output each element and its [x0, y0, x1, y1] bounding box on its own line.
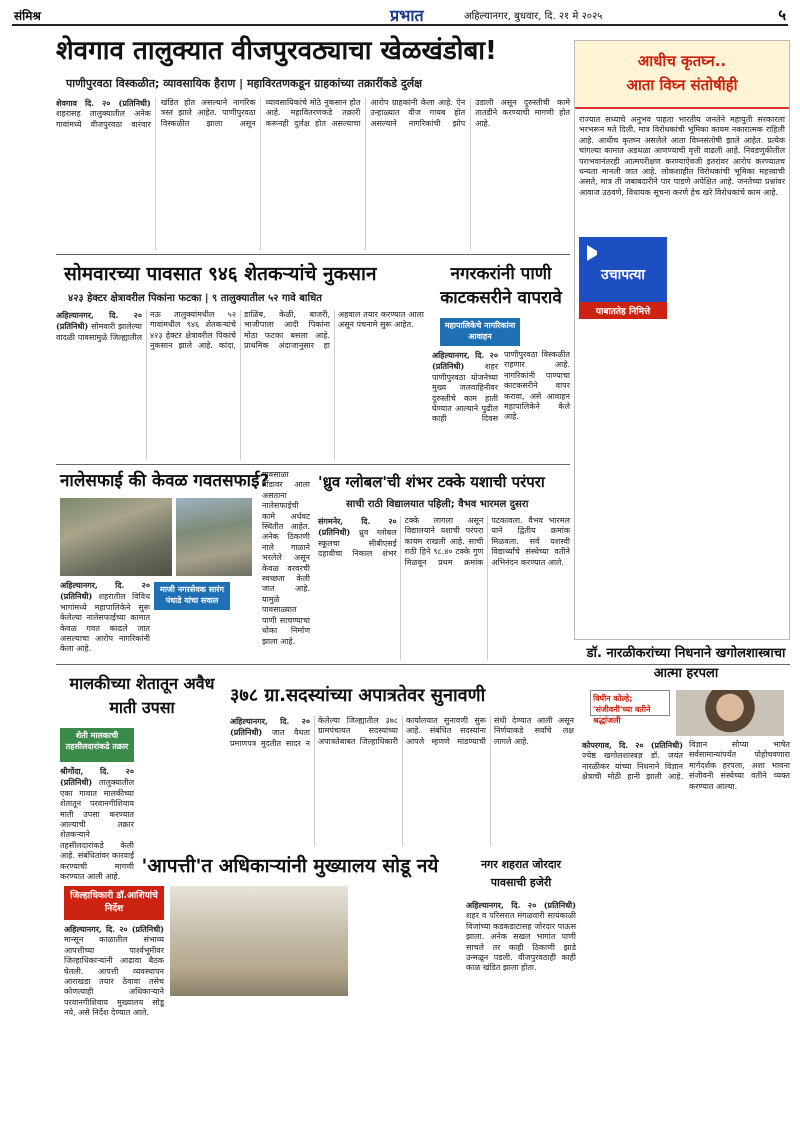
page-dateline: अहिल्यानगर, बुधवार, दि. २१ मे २०२५: [464, 11, 603, 22]
disaster-dateline: अहिल्यानगर, दि. २० (प्रतिनिधी): [64, 924, 164, 934]
soil-tag: शेती मालकाची तहसीलदारांकडे तक्रार: [60, 728, 134, 762]
narlikar-dateline: कोपरगाव, दि. २० (प्रतिनिधी): [582, 740, 683, 750]
city-rain-text: शहर व परिसरात मंगळवारी सायंकाळी विजांच्या कडकडाटासह जोरदार पाऊस झाला. अनेक सखल भागांत पाणी साचले तर काही ठिकाणी झाडे उन्मळून पडली. वीजपुरवठाही काही काळ खंडित झाला होता.: [466, 911, 576, 973]
drain-headline: नालेसफाई की केवळ गवतसफाई?: [60, 471, 270, 491]
column-logo-word: उचापत्या: [601, 267, 645, 283]
lead-body: [56, 98, 570, 250]
narlikar-tag: विपीन कोल्हे; 'संजीवनी'च्या वतीने श्रद्धांजली: [590, 690, 670, 716]
megaphone-icon: [587, 245, 609, 261]
meeting-photo: [170, 886, 348, 996]
city-rain-body: [466, 900, 576, 1128]
water-body: [432, 350, 570, 460]
narlikar-photo: [676, 690, 784, 736]
water-headline: नगरकरांनी पाणी काटकसरीने वापरावे: [440, 264, 562, 308]
water-text: शहर पाणीपुरवठा योजनेच्या मुख्य जलवाहिनीवर दुरुस्तीचे काम हाती घेण्यात आल्याने पुढील काही दिवस पाणीपुरवठा विस्कळीत राहणार आहे. नागरिकांनी पाण्याचा काटकसरीने वापर करावा, असे आवाहन महापालिकेने केले आहे.: [432, 350, 570, 424]
panchayat-text: जात वैधता प्रमाणपत्र मुदतीत सादर न केलेल्या जिल्ह्यातील ३७८ ग्रामपंचायत सदस्यांच्या अपात्रतेबाबत जिल्हाधिकारी कार्यालयात सुनावणी सुरू आहे. संबंधित सदस्यांना आपले म्हणणे मांडण्याची संधी देण्यात आली असून निर्णयाकडे सर्वांचे लक्ष लागले आहे.: [230, 716, 574, 748]
rain-loss-headline: सोमवारच्या पावसात ९४६ शेतकऱ्यांचे नुकसान: [64, 263, 377, 285]
rain-loss-body: [56, 310, 424, 460]
soil-headline: मालकीच्या शेतातून अवैध माती उपसा: [69, 674, 215, 717]
panchayat-dateline: अहिल्यानगर, दि. २० (प्रतिनिधी): [230, 716, 310, 738]
soil-body-left: [60, 766, 134, 882]
disaster-tag: जिल्हाधिकारी डॉ.आशियांचे निर्देश: [64, 886, 164, 920]
narlikar-text: ज्येष्ठ खगोलशास्त्रज्ञ डॉ. जयंत नारळीकर यांच्या निधनाने विज्ञान क्षेत्राची मोठी हानी झाली आहे. विज्ञान सोप्या भाषेत सर्वसामान्यांपर्यंत पोहोचवणारा मार्गदर्शक हरपला, अशा भावना संजीवनी संस्थेच्या वतीने व्यक्त करण्यात आल्या.: [582, 740, 790, 791]
water-dateline: अहिल्यानगर, दि. २० (प्रतिनिधी): [432, 350, 498, 372]
soil-dateline: श्रीगोंदा, दि. २० (प्रतिनिधी): [60, 766, 134, 788]
drain-photo-2: [176, 498, 252, 576]
page-number: ५: [778, 6, 786, 24]
section-name: संमिश्र: [14, 9, 41, 23]
lead-subheadline: पाणीपुरवठा विस्कळीत; व्यावसायिक हैराण | महाविरतणकडून ग्राहकांच्या तक्रारींकडे दुर्लक्ष: [66, 77, 423, 90]
city-rain-dateline: अहिल्यानगर, दि. २० (प्रतिनिधी): [466, 900, 576, 910]
soil-text: तालुक्यातील एका गावात मालकीच्या शेतातून परवानगीशिवाय माती उपसा करण्यात आल्याची तक्रार शेतकऱ्याने तहसीलदारांकडे केली आहे. संबंधितांवर कारवाई करण्याची मागणी करण्यात आली आहे.: [60, 778, 134, 882]
drain-body: पावसाळा तोंडावर आला असताना नालेसफाईची कामे अर्धवट स्थितीत आहेत. अनेक ठिकाणी नाले गाळाने भरलेले असून केवळ वरवरची स्वच्छता केली जात आहे. यामुळे पावसाळ्यात पाणी साचण्याचा धोका निर्माण झाला आहे.: [262, 470, 310, 646]
lead-headline: शेवगाव तालुक्यात वीजपुरवठ्याचा खेळखंडोबा!: [56, 36, 497, 66]
drain-caption-text: शहरातील विविध भागांमध्ये महापालिकेने सुरू केलेल्या नालेसफाईच्या कामात केवळ गवत काढले जात असल्याचा आरोप नागरिकांनी केला आहे.: [60, 592, 150, 654]
disaster-headline: 'आपत्ती'त अधिकाऱ्यांनी मुख्यालय सोडू नये: [141, 855, 439, 877]
drain-caption: [60, 580, 150, 660]
rain-loss-text: सोमवारी झालेल्या वादळी पावसामुळे जिल्ह्यातील नऊ तालुक्यांमधील ५२ गावांमधील ९४६ शेतकऱ्यांचे ४२३ हेक्टर क्षेत्रावरील पिकांचे नुकसान झाले आहे. कांदा, डाळिंब, केळी, बाजरी, भाजीपाला आदी पिकांना मोठा फटका बसला आहे. प्राथमिक अंदाजानुसार हा अहवाल तयार करण्यात आला असून पंचनामे सुरू आहेत.: [56, 310, 424, 351]
school-body: [318, 516, 570, 660]
disaster-body-2: [170, 1000, 348, 1128]
school-subheadline: साची राठी विद्यालयात पहिली; वैभव भारमल दुसरा: [346, 499, 529, 510]
rain-loss-dateline: अहिल्यानगर, दि. २० (प्रतिनिधी): [56, 310, 142, 332]
school-dateline: संगमनेर, दि. २० (प्रतिनिधी): [318, 516, 397, 538]
drain-tag: माजी नगरसेवक सारंग पंधाडे यांचा सवाल: [154, 582, 230, 610]
panchayat-body: [230, 716, 574, 846]
school-text: ध्रुव ग्लोबल स्कूलचा सीबीएसई दहावीचा निकाल शंभर टक्के लागला असून विद्यालयाने यशाची परंपरा कायम राखली आहे. साची राठी हिने ९८.४० टक्के गुण मिळवून प्रथम क्रमांक पटकावला. वैभव भारमल याने द्वितीय क्रमांक मिळवला. सर्व यशस्वी विद्यार्थ्यांचे संस्थेच्या वतीने अभिनंदन करण्यात आले.: [318, 516, 570, 567]
disaster-text: मान्सून काळातील संभाव्य आपत्तीच्या पार्श्वभूमीवर जिल्हाधिकाऱ्यांनी आढावा बैठक घेतली. आपत्ती व्यवस्थापन आराखडा तयार ठेवावा तसेच कोणत्याही अधिकाऱ्याने परवानगीशिवाय मुख्यालय सोडू नये, असे निर्देश देण्यात आले.: [64, 935, 164, 1018]
brand-logo: प्रभात: [390, 6, 424, 25]
page-masthead: [12, 4, 788, 26]
column-logo-caption: याबाततेह निमित्ते: [579, 302, 667, 319]
sidebar-body-bottom: [579, 325, 785, 635]
drain-caption-dateline: अहिल्यानगर, दि. २० (प्रतिनिधी): [60, 580, 150, 602]
column-logo: [579, 237, 667, 319]
editorial-sidebar: [574, 40, 790, 640]
rain-loss-subheadline: ४२३ हेक्टर क्षेत्रावरील पिकांना फटका | ९ तालुक्यातील ५२ गावे बाधित: [68, 293, 322, 304]
sidebar-body-side: [671, 237, 785, 319]
lead-dateline: शेवगाव दि. २० (प्रतिनिधी): [56, 98, 151, 108]
disaster-body: [64, 924, 164, 1128]
narlikar-body: [582, 740, 790, 846]
sidebar-header: [575, 41, 789, 109]
disaster-body-3: [352, 886, 460, 1128]
sidebar-headline-1: आधीच कृतघ्न..: [637, 52, 727, 70]
soil-body-right: [138, 728, 222, 846]
drain-body-left: [154, 614, 256, 660]
sidebar-body-top: राज्यात सध्याचे अनुभव पाहता भारतीय जनतेने महायुती सरकारला भरभरून मते दिली. मात्र विरोधकांची भूमिका कायम नकारात्मक राहिली आहे. आधीच कृतघ्न असलेले आता विघ्नसंतोषी झाले आहेत. प्रत्येक चांगल्या कामात अडथळा आणण्याची वृत्ती वाढली आहे. निवडणुकीतील पराभवानंतरही आत्मपरीक्षण करण्याऐवजी इतरांवर आरोप करण्यातच धन्यता मानली जात आहे. लोकशाहीत विरोधकांची भूमिका महत्त्वाची असते, मात्र ती जबाबदारीने पार पाडणे अपेक्षित आहे. जनतेच्या प्रश्नांवर आवाज उठवणे, विधायक सूचना करणे हेच खरे विरोधकांचे काम आहे.: [579, 115, 785, 197]
lead-body-text: शहरासह तालुक्यातील अनेक गावांमध्ये वीजपुरवठा वारंवार खंडित होत असल्याने नागरिक त्रस्त झाले आहेत. पाणीपुरवठा विस्कळीत झाला असून व्यावसायिकांचे मोठे नुकसान होत आहे. महावितरणकडे तक्रारी करूनही दुर्लक्ष होत असल्याचा आरोप ग्राहकांनी केला आहे. ऐन उन्हाळ्यात वीज गायब होत असल्याने नागरिकांची झोप उडाली असून दुरुस्तीची कामे तातडीने करण्याची मागणी होत आहे.: [56, 98, 570, 129]
narlikar-headline: डॉ. नारळीकरांच्या निधनाने खगोलशास्त्राचा आत्मा हरपला: [586, 646, 786, 681]
sidebar-headline-2: आता विघ्न संतोषीही: [626, 76, 738, 94]
school-headline: 'ध्रुव ग्लोबल'ची शंभर टक्के यशाची परंपरा: [318, 473, 545, 491]
water-tag: महापालिकेचे नागरिकांना आवाहन: [440, 318, 520, 346]
drain-photo: [60, 498, 172, 576]
panchayat-headline: ३७८ ग्रा.सदस्यांच्या अपात्रतेवर सुनावणी: [230, 685, 486, 706]
city-rain-headline: नगर शहरात जोरदार पावसाची हजेरी: [480, 858, 562, 889]
